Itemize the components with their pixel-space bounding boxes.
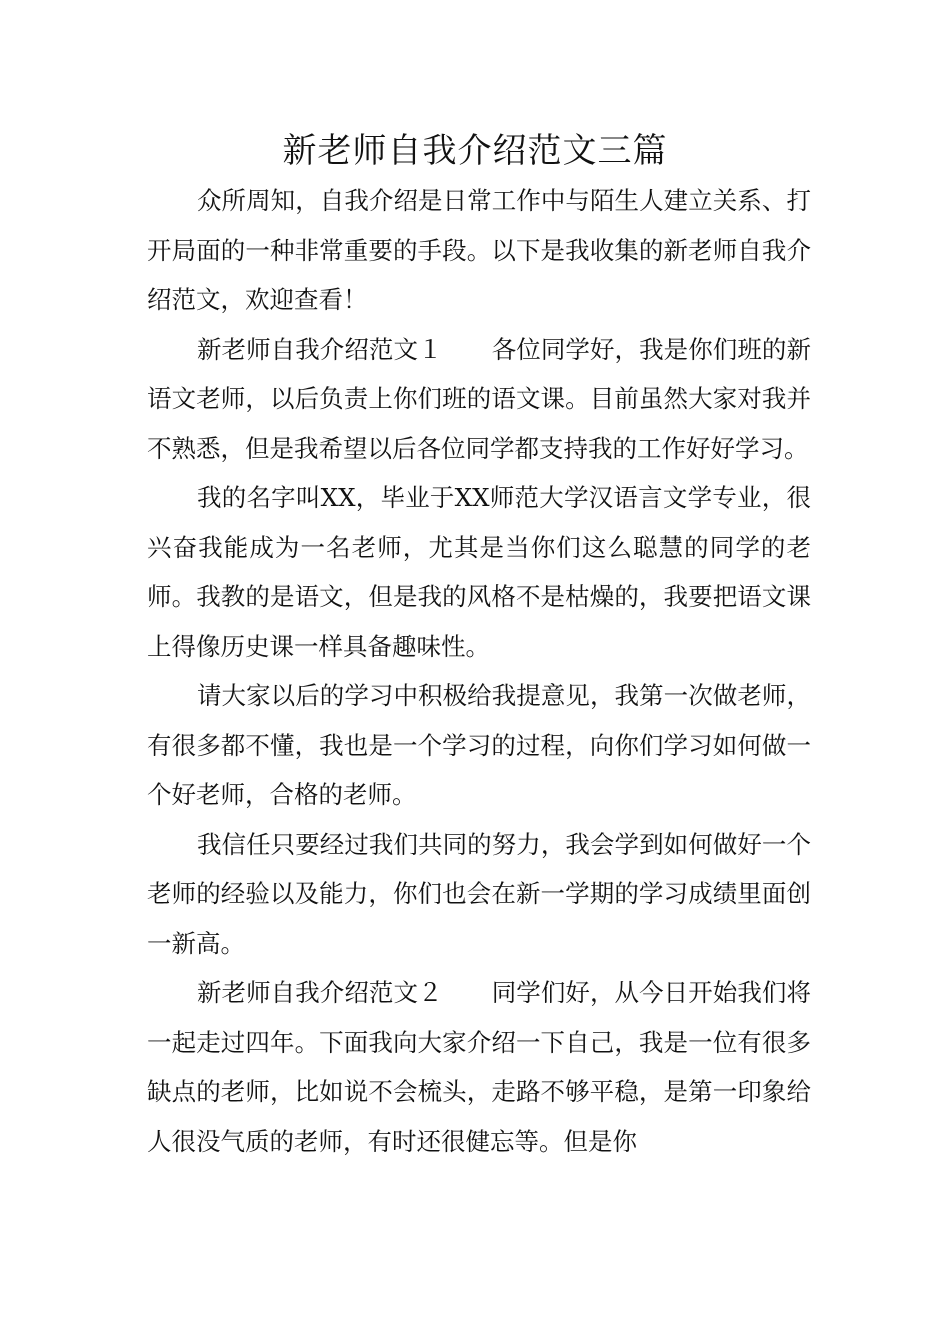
paragraph-sample-1-request [147,671,811,820]
paragraph-sample-2-intro [147,968,811,1166]
document-body [147,176,811,1166]
sample-heading-1: 新老师自我介绍范文１ [197,334,492,364]
paragraph-sample-1-closing [147,820,811,969]
document-title: 新老师自我介绍范文三篇 [282,131,668,171]
paragraph-text: 请大家以后的学习中积极给我提意见，我第一次做老师，有很多都不懂，我也是一个学习的过程，向你们学习如何做一个好老师，合格的老师。 [147,681,811,809]
paragraph-text: 众所周知，自我介绍是日常工作中与陌生人建立关系、打开局面的一种非常重要的手段。以下是我收集的新老师自我介绍范文，欢迎查看！ [147,186,811,314]
paragraph-text: 各位同学好，我是你们班的新语文老师，以后负责上你们班的语文课。目前虽然大家对我并不熟悉，但是我希望以后各位同学都支持我的工作好好学习。 [147,334,811,463]
paragraph-intro [147,176,811,325]
paragraph-text: 同学们好，从今日开始我们将一起走过四年。下面我向大家介绍一下自己，我是一位有很多缺点的老师，比如说不会梳头，走路不够平稳，是第一印象给人很没气质的老师，有时还很健忘等。但是你 [147,978,811,1156]
paragraph-sample-1-intro [147,325,811,474]
paragraph-text: 我的名字叫XX，毕业于XX师范大学汉语言文学专业，很兴奋我能成为一名老师，尤其是当你们这么聪慧的同学的老师。我教的是语文，但是我的风格不是枯燥的，我要把语文课上得像历史课一样具备趣味性。 [147,483,811,661]
paragraph-text: 我信任只要经过我们共同的努力，我会学到如何做好一个老师的经验以及能力，你们也会在新一学期的学习成绩里面创一新高。 [147,829,811,958]
sample-heading-2: 新老师自我介绍范文２ [197,978,492,1007]
paragraph-sample-1-name [147,473,811,671]
